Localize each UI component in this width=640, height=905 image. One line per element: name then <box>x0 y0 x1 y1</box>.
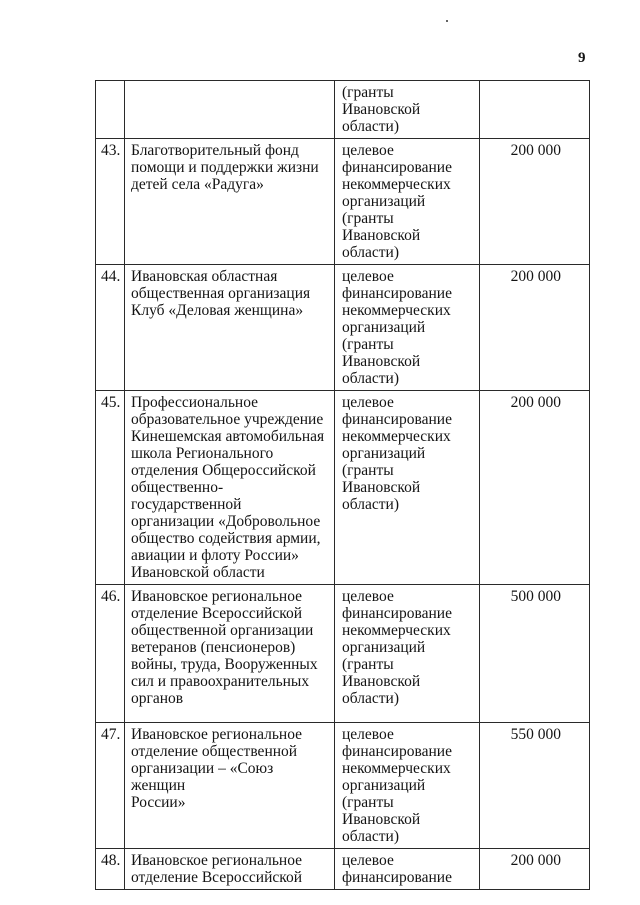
grant-amount: 500 000 <box>480 585 590 723</box>
scan-speck <box>446 20 448 22</box>
funding-purpose: целевое финансирование <box>335 849 480 890</box>
organization-name: Ивановское региональное отделение общественной организации – «Союз женщин России» <box>125 723 335 849</box>
organization-name: Ивановское региональное отделение Всероссийской общественной организации ветеранов (пенсионеров) войны, труда, Вооруженных сил и правоохранительных органов <box>125 585 335 723</box>
table-row <box>96 139 590 265</box>
grant-amount: 200 000 <box>480 265 590 391</box>
grant-amount <box>480 81 590 139</box>
grant-amount: 200 000 <box>480 849 590 890</box>
organization-name: Ивановское региональное отделение Всероссийской <box>125 849 335 890</box>
funding-purpose: целевое финансирование некоммерческих организаций (гранты Ивановской области) <box>335 265 480 391</box>
row-number <box>96 81 125 139</box>
grant-amount: 200 000 <box>480 139 590 265</box>
grant-amount: 550 000 <box>480 723 590 849</box>
row-number: 46. <box>96 585 125 723</box>
table-row <box>96 265 590 391</box>
row-number: 47. <box>96 723 125 849</box>
table-row <box>96 391 590 585</box>
table-row <box>96 849 590 890</box>
row-number: 48. <box>96 849 125 890</box>
table-row <box>96 585 590 723</box>
row-number: 45. <box>96 391 125 585</box>
row-number: 44. <box>96 265 125 391</box>
organization-name: Профессиональное образовательное учреждение Кинешемская автомобильная школа Регионального отделения Общероссийской общественно-государственной организации «Добровольное общество содействия армии, авиации и флоту России» Ивановской области <box>125 391 335 585</box>
funding-purpose: (гранты Ивановской области) <box>335 81 480 139</box>
funding-purpose: целевое финансирование некоммерческих организаций (гранты Ивановской области) <box>335 391 480 585</box>
funding-purpose: целевое финансирование некоммерческих организаций (гранты Ивановской области) <box>335 585 480 723</box>
grant-amount: 200 000 <box>480 391 590 585</box>
grants-table <box>95 80 590 890</box>
funding-purpose: целевое финансирование некоммерческих организаций (гранты Ивановской области) <box>335 723 480 849</box>
table-row <box>96 723 590 849</box>
row-number: 43. <box>96 139 125 265</box>
organization-name: Благотворительный фонд помощи и поддержки жизни детей села «Радуга» <box>125 139 335 265</box>
funding-purpose: целевое финансирование некоммерческих организаций (гранты Ивановской области) <box>335 139 480 265</box>
table-row <box>96 81 590 139</box>
organization-name <box>125 81 335 139</box>
organization-name: Ивановская областная общественная организация Клуб «Деловая женщина» <box>125 265 335 391</box>
page-number: 9 <box>578 50 586 66</box>
